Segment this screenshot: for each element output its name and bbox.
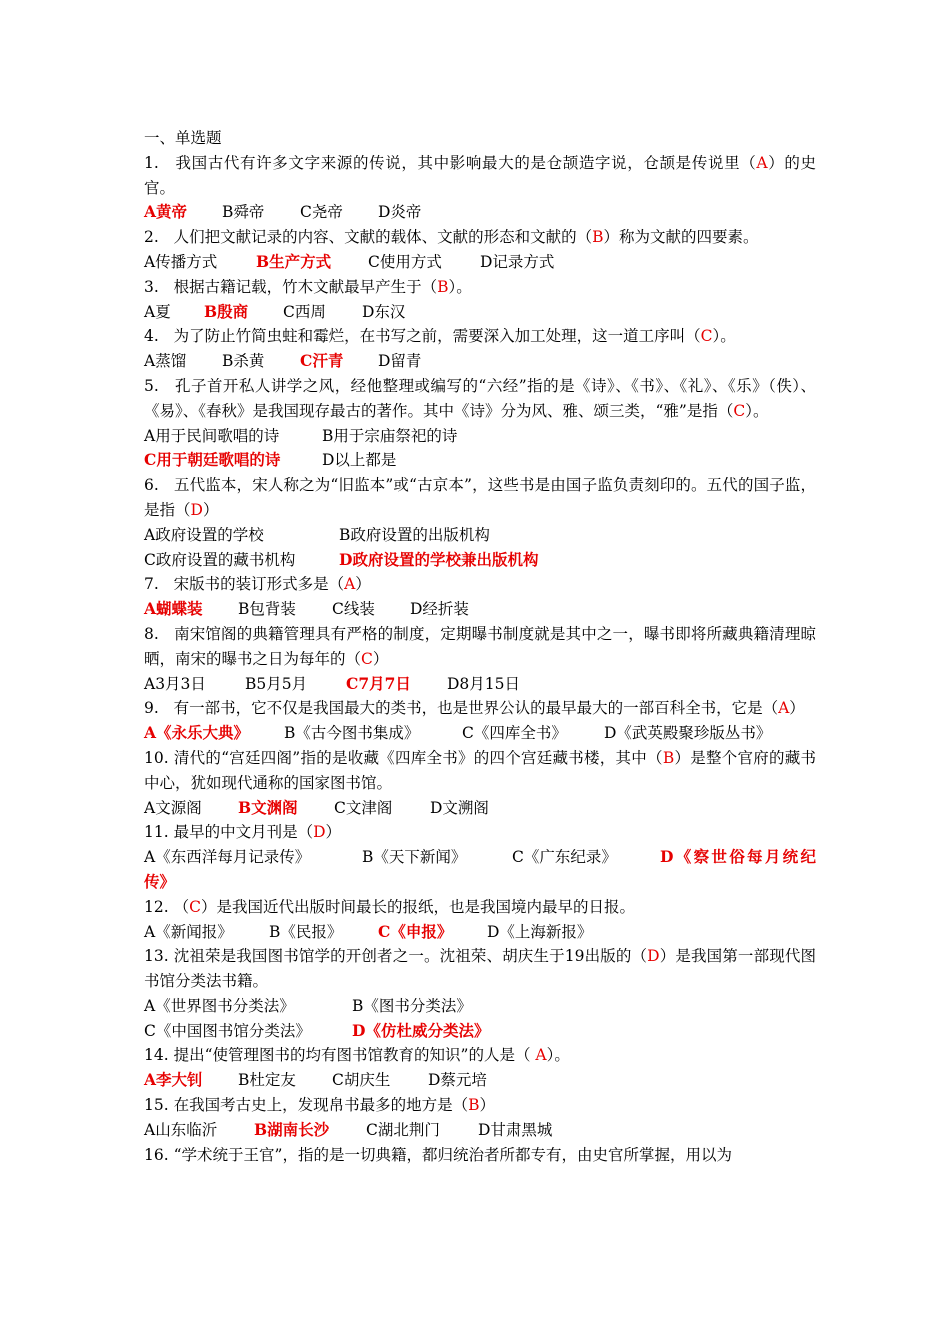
option-d: D记录方式 [480,252,555,271]
question-11: 11. 最早的中文月刊是（D） [144,823,342,842]
answer-key: D [313,823,326,842]
option-a: A《世界图书分类法》 [144,996,295,1015]
options-6a [144,523,816,548]
option-c: C政府设置的藏书机构 [144,550,296,569]
option-a: A黄帝 [144,202,188,222]
question-7: 7. 宋版书的装订形式多是（A） [144,575,371,594]
answer-key: A [778,699,790,718]
answer-key: A [535,1046,547,1065]
answer-key: A [344,575,356,594]
option-b: B舜帝 [222,203,265,222]
document-page [144,126,816,1167]
answer-key: D [190,500,203,519]
options-10 [144,796,816,821]
question-4: 4. 为了防止竹简虫蛀和霉烂，在书写之前，需要深入加工处理，这一道工序叫（C）。 [144,327,736,346]
options-13a [144,994,816,1019]
option-b: B殷商 [204,301,249,321]
option-a: A夏 [144,302,171,321]
answer-key: B [662,748,675,767]
option-d: D政府设置的学校兼出版机构 [339,549,539,569]
question-13: 13. 沈祖荣是我国图书馆学的开创者之一。沈祖荣、胡庆生于19出版的（D）是我国第一部现代图书馆分类法书籍。 [144,947,816,991]
options-8 [144,672,816,697]
options-15 [144,1118,816,1143]
question-15: 15. 在我国考古史上，发现帛书最多的地方是（B） [144,1096,496,1115]
answer-key: D [647,947,660,966]
option-c: C湖北荆门 [366,1120,440,1139]
option-b: B文渊阁 [238,797,298,817]
question-16: 16. “学术统于王官”，指的是一切典籍，都归统治者所都专有，由史官所掌握，用以为 [144,1145,732,1164]
option-d: D蔡元培 [428,1071,487,1090]
option-a: A李大钊 [144,1070,203,1090]
option-b: B用于宗庙祭祀的诗 [322,426,458,445]
question-8: 8. 南宋馆阁的典籍管理具有严格的制度，定期曝书制度就是其中之一，曝书即将所藏典籍清理晾晒，南宋的曝书之日为每年的（C） [144,624,816,668]
option-d: D文溯阁 [430,798,489,817]
options-2 [144,250,816,275]
option-a: A3月3日 [144,674,206,693]
option-b: B《天下新闻》 [362,848,467,867]
option-c: C《申报》 [378,921,453,941]
answer-key: C [189,897,201,916]
option-d: D《仿杜威分类法》 [352,1020,490,1040]
option-d: D8月15日 [447,674,521,693]
options-3 [144,300,816,325]
option-c: C《中国图书馆分类法》 [144,1021,311,1040]
answer-key: C [361,649,373,668]
option-a: A蒸馏 [144,352,187,371]
option-b: B《民报》 [269,922,343,941]
option-c: C汗青 [300,351,344,371]
options-7 [144,597,816,622]
question-14: 14. 提出“使管理图书的均有图书馆教育的知识”的人是（ A）。 [144,1046,570,1065]
option-d: D《上海新报》 [487,922,593,941]
question-6: 6. 五代监本，宋人称之为“旧监本”或“古京本”，这些书是由国子监负责刻印的。五代的国子监，是指（D） [144,476,817,519]
option-b: B《古今图书集成》 [284,724,420,743]
option-c: C文津阁 [334,798,393,817]
answer-key: B [468,1096,480,1115]
options-12 [144,920,816,945]
question-3: 3. 根据古籍记载，竹木文献最早产生于（B）。 [144,277,472,296]
option-a: A《新闻报》 [144,922,233,941]
option-d: D炎帝 [378,203,422,222]
option-d: D留青 [378,352,422,371]
option-a: A蝴蝶装 [144,599,203,619]
option-c: C尧帝 [300,203,343,222]
option-c: C线装 [332,600,375,619]
answer-key: B [592,228,604,247]
answer-key: C [733,401,746,420]
question-12: 12. （C）是我国近代出版时间最长的报纸，也是我国境内最早的日报。 [144,897,635,916]
option-c: C《四库全书》 [462,724,567,743]
option-b: B杀黄 [222,352,265,371]
options-6b [144,548,816,573]
option-d: D东汉 [362,302,406,321]
option-b: B包背装 [238,600,296,619]
options-9 [144,721,816,746]
option-a: A山东临沂 [144,1120,218,1139]
option-d: D《武英殿聚珍版丛书》 [604,724,772,743]
option-b: B政府设置的出版机构 [339,525,490,544]
question-2: 2. 人们把文献记录的内容、文献的载体、文献的形态和文献的（B）称为文献的四要素。 [144,228,759,247]
options-14 [144,1068,816,1093]
option-a: A传播方式 [144,252,218,271]
options-1 [144,200,816,225]
option-a: A《永乐大典》 [144,723,250,743]
option-c: C胡庆生 [332,1071,391,1090]
question-5: 5. 孔子首开私人讲学之风，经他整理或编写的“六经”指的是《诗》、《书》、《礼》、《乐》（佚）、《易》、《春秋》是我国现存最古的著作。其中《诗》分为风、雅、颂三类，“雅”是指（C）。 [144,376,817,420]
section-title: 一、单选题 [144,129,222,147]
option-a: A政府设置的学校 [144,525,264,544]
answer-key: A [756,153,768,172]
option-c: C《广东纪录》 [512,848,617,867]
option-b: B生产方式 [256,251,332,271]
option-b: B杜定友 [238,1071,296,1090]
answer-key: C [700,327,713,346]
option-a: A文源阁 [144,798,202,817]
option-d: D《察世俗每月统纪传》 [144,847,816,891]
options-11 [144,845,816,895]
options-5b [144,448,816,473]
question-9: 9. 有一部书，它不仅是我国最大的类书，也是世界公认的最早最大的一部百科全书，它是（A） [144,699,805,718]
option-c: C西周 [283,302,326,321]
option-d: D经折装 [410,600,469,619]
option-b: B5月5月 [245,674,308,693]
option-a: A用于民间歌唱的诗 [144,426,280,445]
question-1: 1. 我国古代有许多文字来源的传说，其中影响最大的是仓颉造字说，仓颉是传说里（A）的史官。 [144,153,816,197]
option-b: B《图书分类法》 [352,996,472,1015]
option-c: C使用方式 [368,252,442,271]
question-10: 10. 清代的“宫廷四阁”指的是收藏《四库全书》的四个宫廷藏书楼，其中（B）是整个官府的藏书中心，犹如现代通称的国家图书馆。 [144,748,816,792]
options-5a [144,424,816,449]
option-d: D以上都是 [322,451,397,470]
options-13b [144,1019,816,1044]
option-d: D甘肃黑城 [478,1120,553,1139]
answer-key: B [437,277,449,296]
option-a: A《东西洋每月记录传》 [144,848,311,867]
options-4 [144,349,816,374]
option-b: B湖南长沙 [254,1119,330,1139]
option-c: C7月7日 [346,673,411,693]
option-c: C用于朝廷歌唱的诗 [144,450,281,470]
